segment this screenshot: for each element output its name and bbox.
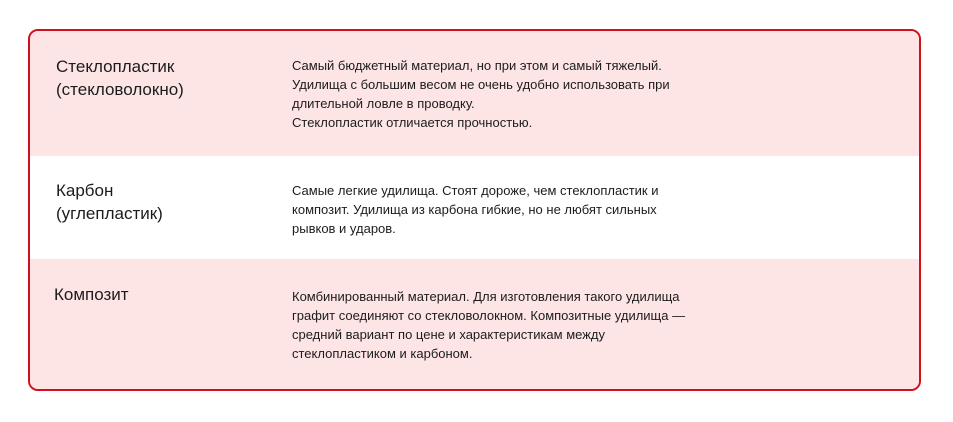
material-name: Карбон (углепластик): [56, 181, 163, 223]
table-row: [30, 259, 919, 391]
table-row: [30, 31, 919, 156]
material-description: Самые легкие удилища. Стоят дороже, чем стеклопластик и композит. Удилища из карбона гибкие, но не любят сильных рывков и ударов.: [292, 183, 659, 236]
material-name: Композит: [54, 285, 129, 304]
material-name: Стеклопластик (стекловолокно): [56, 57, 184, 99]
material-description: Комбинированный материал. Для изготовления такого удилища графит соединяют со стекловолокном. Композитные удилища — средний вариант по цене и характеристикам между стеклопластиком и карбоном.: [292, 289, 686, 361]
table-row: [30, 156, 919, 259]
materials-table: [28, 29, 921, 391]
material-description: Самый бюджетный материал, но при этом и самый тяжелый. Удилища с большим весом не очень удобно использовать при длительной ловле в проводку. Стеклопластик отличается прочностью.: [292, 58, 670, 130]
